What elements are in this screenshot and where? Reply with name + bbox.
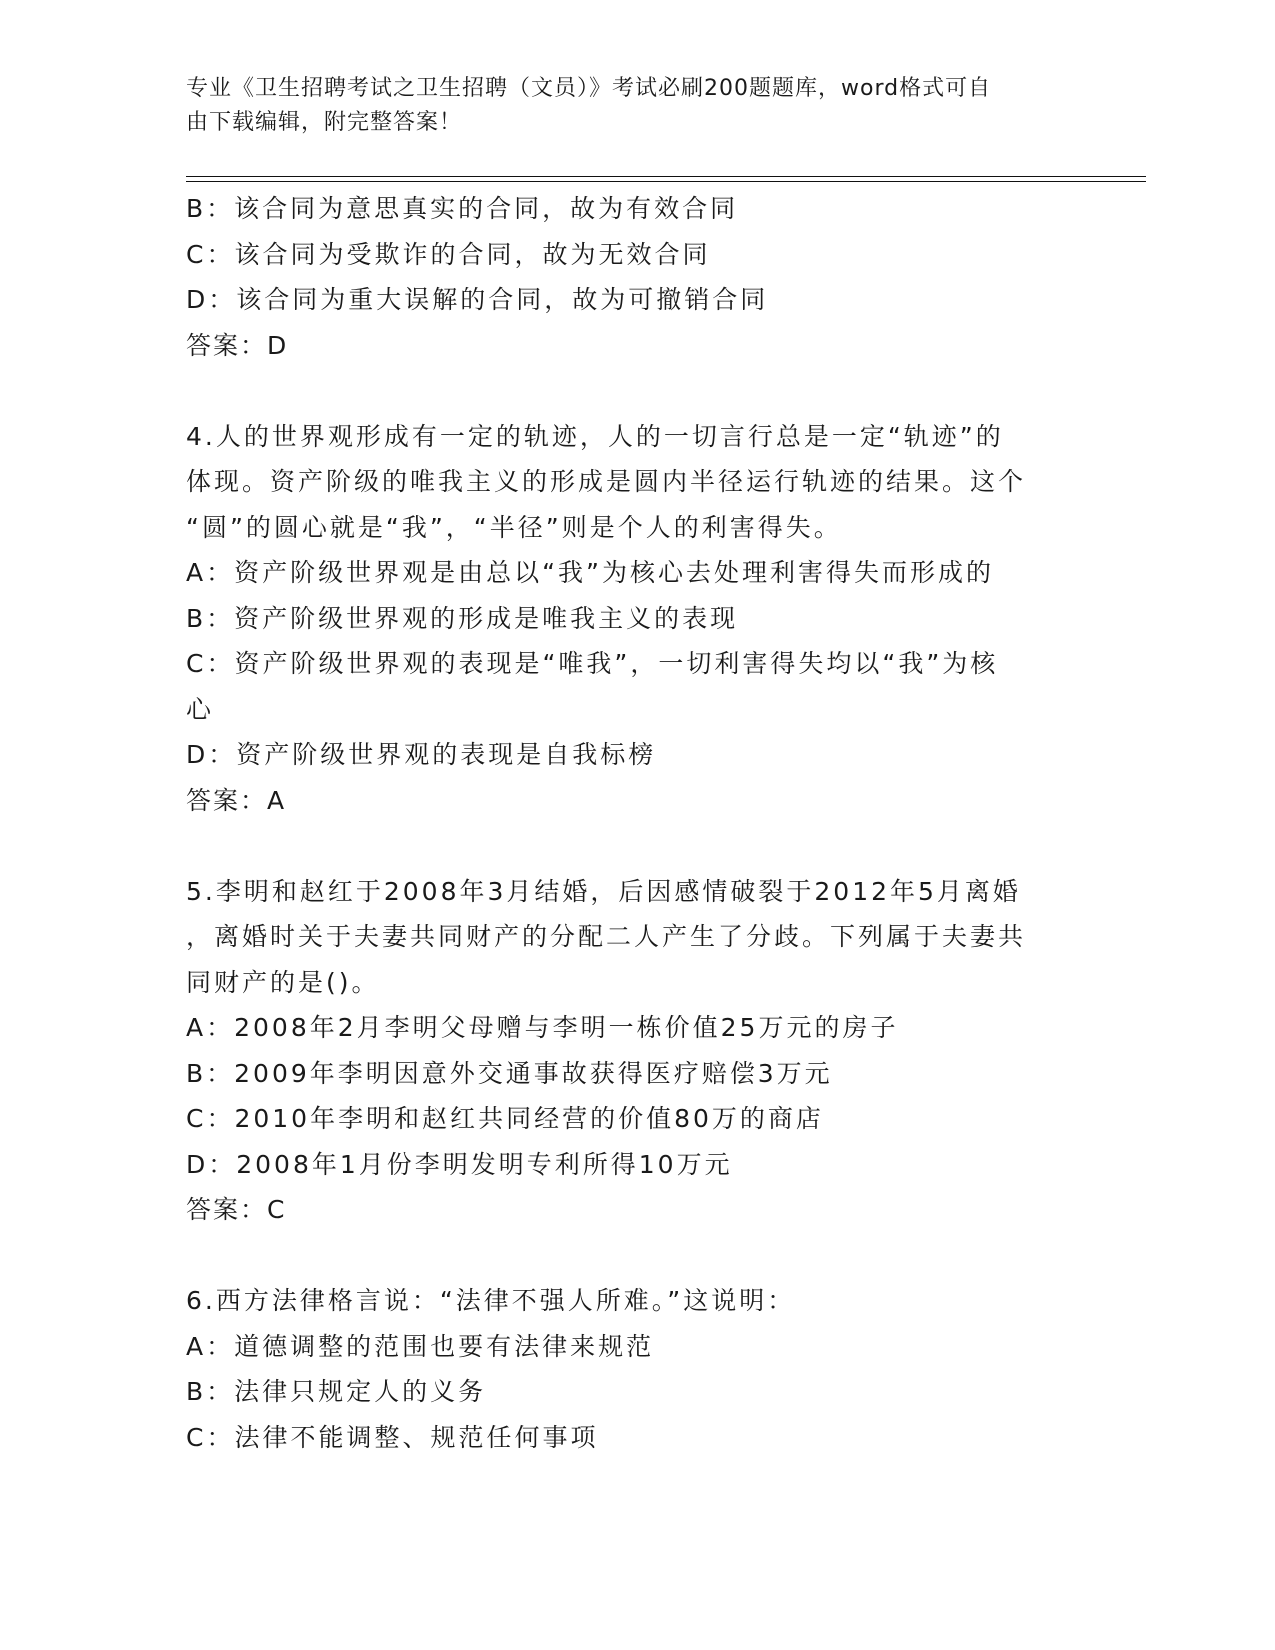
q5-stem-line-1: 5.李明和赵红于2008年3月结婚，后因感情破裂于2012年5月离婚 bbox=[186, 876, 1021, 906]
document-body bbox=[186, 186, 1076, 1460]
spacer bbox=[186, 823, 1076, 869]
header-divider-top bbox=[186, 176, 1146, 177]
q4-stem-line-3: “圆”的圆心就是“我”，“半径”则是个人的利害得失。 bbox=[186, 512, 842, 542]
q4-option-d: D：资产阶级世界观的表现是自我标榜 bbox=[186, 740, 657, 769]
q5-option-b: B：2009年李明因意外交通事故获得医疗赔偿3万元 bbox=[186, 1058, 833, 1088]
document-header bbox=[186, 72, 1066, 140]
q6-option-a: A：道德调整的范围也要有法律来规范 bbox=[186, 1331, 655, 1361]
q4-option-c-line-2: 心 bbox=[186, 694, 215, 724]
question-5 bbox=[186, 869, 1076, 1233]
question-6 bbox=[186, 1278, 1076, 1460]
q5-stem-line-2: ，离婚时关于夫妻共同财产的分配二人产生了分歧。下列属于夫妻共 bbox=[186, 922, 1027, 951]
question-4 bbox=[186, 414, 1076, 824]
q4-stem-line-2: 体现。资产阶级的唯我主义的形成是圆内半径运行轨迹的结果。这个 bbox=[186, 467, 1027, 496]
q4-answer: 答案：A bbox=[186, 785, 287, 815]
q6-option-c: C：法律不能调整、规范任何事项 bbox=[186, 1422, 599, 1452]
q4-option-a: A：资产阶级世界观是由总以“我”为核心去处理利害得失而形成的 bbox=[186, 558, 995, 587]
q6-option-b: B：法律只规定人的义务 bbox=[186, 1377, 487, 1406]
q3-option-b: B：该合同为意思真实的合同，故为有效合同 bbox=[186, 194, 739, 223]
spacer bbox=[186, 368, 1076, 414]
q6-stem-line-1: 6.西方法律格言说：“法律不强人所难。”这说明： bbox=[186, 1286, 796, 1315]
q4-option-c-line-1: C：资产阶级世界观的表现是“唯我”，一切利害得失均以“我”为核 bbox=[186, 649, 999, 678]
q5-stem-line-3: 同财产的是()。 bbox=[186, 967, 380, 997]
q4-stem-line-1: 4.人的世界观形成有一定的轨迹，人的一切言行总是一定“轨迹”的 bbox=[186, 421, 1004, 451]
q3-option-c: C：该合同为受欺诈的合同，故为无效合同 bbox=[186, 239, 711, 269]
q5-option-a: A：2008年2月李明父母赠与李明一栋价值25万元的房子 bbox=[186, 1013, 899, 1042]
spacer bbox=[186, 1233, 1076, 1279]
q5-answer: 答案：C bbox=[186, 1195, 287, 1224]
q3-answer: 答案：D bbox=[186, 330, 289, 360]
header-divider-bottom bbox=[186, 181, 1146, 182]
q5-option-d: D：2008年1月份李明发明专利所得10万元 bbox=[186, 1149, 733, 1179]
q4-option-b: B：资产阶级世界观的形成是唯我主义的表现 bbox=[186, 603, 739, 633]
question-3 bbox=[186, 186, 1076, 368]
q5-option-c: C：2010年李明和赵红共同经营的价值80万的商店 bbox=[186, 1104, 824, 1133]
q3-option-d: D：该合同为重大误解的合同，故为可撤销合同 bbox=[186, 285, 769, 314]
header-line-2: 由下载编辑，附完整答案！ bbox=[186, 110, 463, 135]
header-line-1: 专业《卫生招聘考试之卫生招聘（文员）》考试必刷200题题库，word格式可自 bbox=[186, 76, 992, 101]
